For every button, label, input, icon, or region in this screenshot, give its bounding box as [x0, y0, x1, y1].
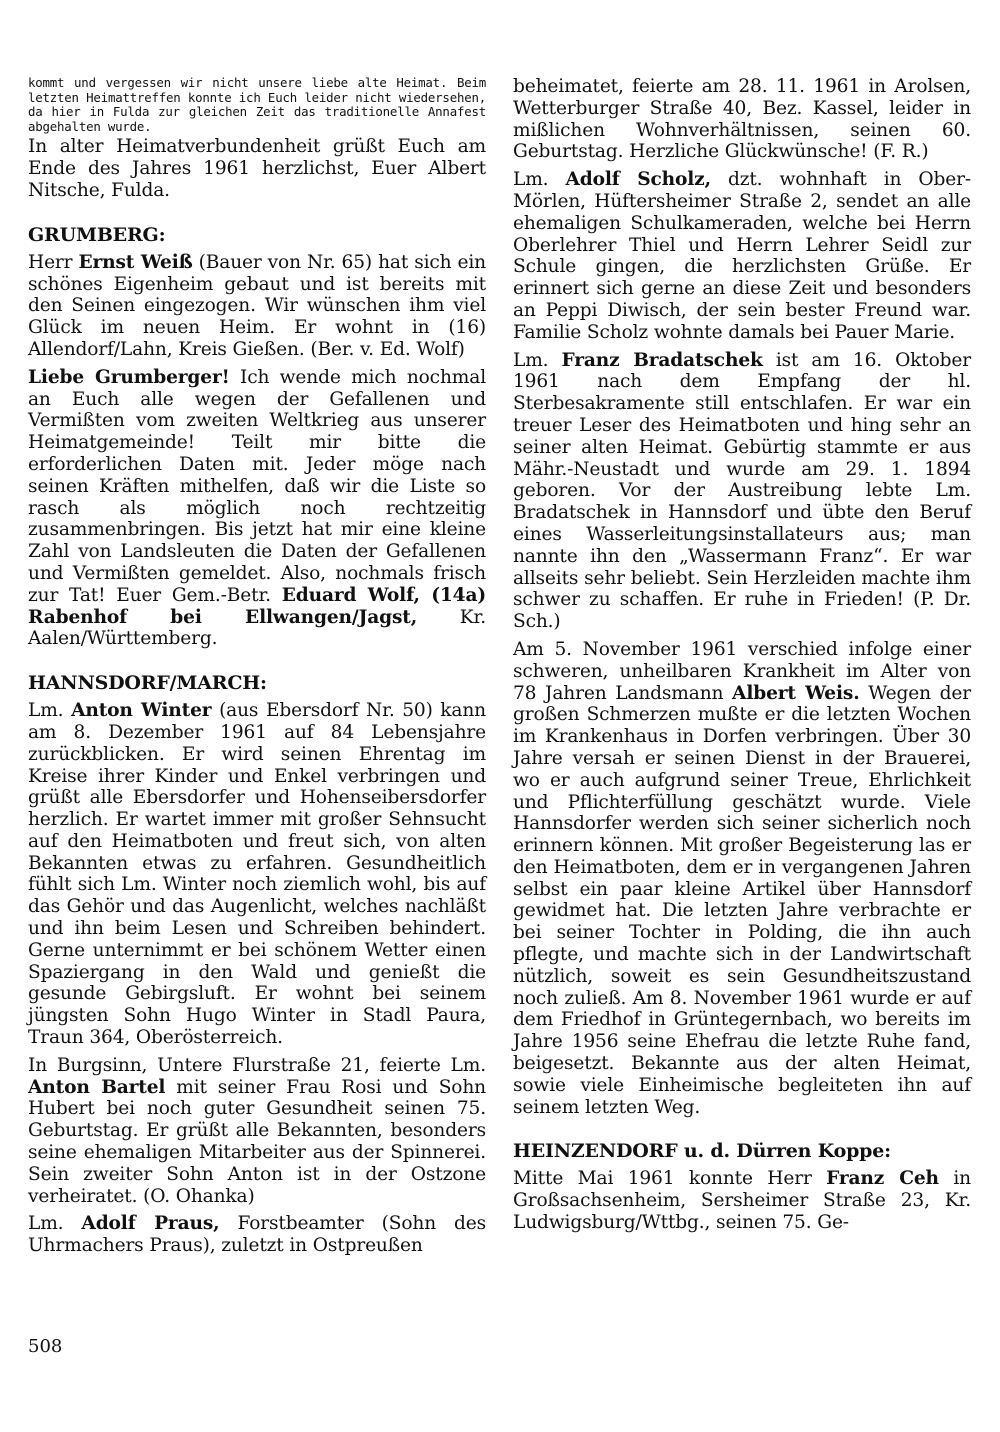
paragraph-adolf-scholz: Lm. Adolf Scholz, dzt. wohnhaft in Ober-Mörlen, Hüftersheimer Straße 2, sendet an alle ehemaligen Schulkameraden, welche bei Herrn Oberlehrer Thiel und Herrn Lehrer Seidl zur Schule gingen, die herzlichsten Grüße. Er erinnert sich gerne an diese Zeit und besonders an Peppi Diwisch, der sein bester Freund war. Familie Scholz wohnte damals bei Pauer Marie.	[513, 169, 971, 343]
paragraph-anton-bartel: In Burgsinn, Untere Flurstraße 21, feierte Lm. Anton Bartel mit seiner Frau Rosi und Sohn Hubert bei noch guter Gesundheit seinen 75. Geburtstag. Er grüßt alle Bekannten, besonders seine ehemaligen Mitarbeiter aus der Spinnerei. Sein zweiter Sohn Anton ist in der Ostzone verheiratet. (O. Ohanka)	[28, 1054, 486, 1207]
section-heading-heinzendorf: HEINZENDORF u. d. Dürren Koppe:	[513, 1140, 891, 1163]
left-column	[28, 76, 486, 1263]
salutation: Liebe Grumberger!	[28, 366, 230, 388]
paragraph-franz-ceh: Mitte Mai 1961 konnte Herr Franz Ceh in Großsachsenheim, Sersheimer Straße 23, Kr. Ludwigsburg/Wttbg., seinen 75. Ge-	[513, 1168, 971, 1234]
paragraph-anton-winter: Lm. Anton Winter (aus Ebersdorf Nr. 50) kann am 8. Dezember 1961 auf 84 Lebensjahre zurückblicken. Er wird seinen Ehrentag im Kreise ihrer Kinder und Enkel verbringen und grüßt alle Ebersdorfer und Hohenseibersdorfer herzlich. Er wartet immer mit großer Sehnsucht auf den Heimatboten und freut sich, von alten Bekannten etwas zu erfahren. Gesundheitlich fühlt sich Lm. Winter noch ziemlich wohl, bis auf das Gehör und das Augenlicht, welches nachläßt und ihn beim Lesen und Schreiben behindert. Gerne unternimmt er bei schönem Wetter einen Spaziergang in den Wald und genießt die gesunde Gebirgsluft. Er wohnt bei seinem jüngsten Sohn Hugo Winter in Stadl Paura, Traun 364, Oberösterreich.	[28, 700, 487, 1049]
person-name: Franz Ceh	[826, 1168, 939, 1190]
person-name: Anton Winter	[71, 700, 212, 722]
paragraph-continued-praus: beheimatet, feierte am 28. 11. 1961 in Arolsen, Wetterburger Straße 40, Bez. Kassel, leider in mißlichen Wohnverhältnissen, seinen 60. Geburtstag. Herzliche Glückwünsche! (F. R.)	[513, 76, 971, 163]
section-heading-grumberg: GRUMBERG:	[28, 223, 166, 246]
person-name: Anton Bartel	[28, 1076, 166, 1098]
page-number: 508	[28, 1336, 63, 1357]
intro-small-text: kommt und vergessen wir nicht unsere liebe alte Heimat. Beim letzten Heimattreffen konnte ich Euch leider nicht wiedersehen, da hier in Fulda zur gleichen Zeit das traditionelle Annafest abgehalten wurde.	[28, 75, 486, 134]
paragraph-ernst-weiss: Herr Ernst Weiß (Bauer von Nr. 65) hat sich ein schönes Eigenheim gebaut und ist bereits mit den Seinen eingezogen. Wir wünschen ihm viel Glück im neuen Heim. Er wohnt in (16) Allendorf/Lahn, Kreis Gießen. (Ber. v. Ed. Wolf)	[28, 251, 486, 360]
right-column	[513, 76, 971, 1240]
signature: Eduard Wolf, (14a) Rabenhof bei Ellwangen/Jagst,	[28, 584, 486, 628]
paragraph-adolf-praus: Lm. Adolf Praus, Forstbeamter (Sohn des Uhrmachers Praus), zuletzt in Ostpreußen	[28, 1213, 486, 1257]
paragraph-albert-weis: Am 5. November 1961 verschied infolge einer schweren, unheilbaren Krankheit im Alter von 78 Jahren Landsmann Albert Weis. Wegen der großen Schmerzen mußte er die letzten Wochen im Krankenhaus in Dorfen verbringen. Über 30 Jahre versah er seinen Dienst in der Brauerei, wo er auch aufgrund seiner Treue, Ehrlichkeit und Pflichterfüllung geschätzt wurde. Viele Hannsdorfer werden sich seiner sicherlich noch erinnern können. Mit großer Begeisterung las er den Heimatboten, dem er in vergangenen Jahren selbst ein paar kleine Artikel über Hannsdorf gewidmet hat. Die letzten Jahre verbrachte er bei seiner Tochter in Polding, die ihn auch pflegte, und machte sich in der Landwirtschaft nützlich, soweit es sein Gesundheitszustand noch zuließ. Am 8. November 1961 wurde er auf dem Friedhof in Grüntegernbach, wo bereits im Jahre 1956 seine Ehefrau die letzte Ruhe fand, beigesetzt. Bekannte aus der alten Heimat, sowie viele Einheimische begleiteten ihn auf seinem letzten Weg.	[513, 638, 971, 1118]
person-name: Ernst Weiß	[78, 251, 193, 273]
person-name: Albert Weis.	[732, 682, 860, 704]
person-name: Franz Bradatschek	[561, 349, 763, 371]
person-name: Adolf Scholz,	[565, 169, 711, 191]
intro-greeting: In alter Heimatverbundenheit grüßt Euch am Ende des Jahres 1961 herzlichst, Euer Albert Nitsche, Fulda.	[28, 136, 486, 201]
section-heading-hannsdorf: HANNSDORF/MARCH:	[28, 672, 267, 695]
paragraph-franz-bradatschek: Lm. Franz Bradatschek ist am 16. Oktober 1961 nach dem Empfang der hl. Sterbesakramente still entschlafen. Er war ein treuer Leser des Heimatboten und hing sehr an seiner alten Heimat. Gebürtig stammte er aus Mähr.-Neustadt und wurde am 29. 1. 1894 geboren. Vor der Austreibung lebte Lm. Bradatschek in Hannsdorf und übte den Beruf eines Wasserleitungsinstallateurs aus; man nannte ihn den „Wassermann Franz“. Er war allseits sehr beliebt. Sein Herzleiden machte ihm schwer zu schaffen. Er ruhe in Frieden! (P. Dr. Sch.)	[513, 349, 972, 633]
paragraph-liebe-grumberger: Liebe Grumberger! Ich wende mich nochmal an Euch alle wegen der Gefallenen und Vermißten vom zweiten Weltkrieg aus unserer Heimatgemeinde! Teilt mir bitte die erforderlichen Daten mit. Jeder möge nach seinen Kräften mithelfen, daß wir die Liste so rasch als möglich noch rechtzeitig zusammenbringen. Bis jetzt hat mir eine kleine Zahl von Landsleuten die Daten der Gefallenen und Vermißten gemeldet. Also, nochmals frisch zur Tat! Euer Gem.-Betr. Eduard Wolf, (14a) Rabenhof bei Ellwangen/Jagst, Kr. Aalen/Württemberg.	[28, 366, 486, 650]
person-name: Adolf Praus,	[81, 1213, 220, 1235]
